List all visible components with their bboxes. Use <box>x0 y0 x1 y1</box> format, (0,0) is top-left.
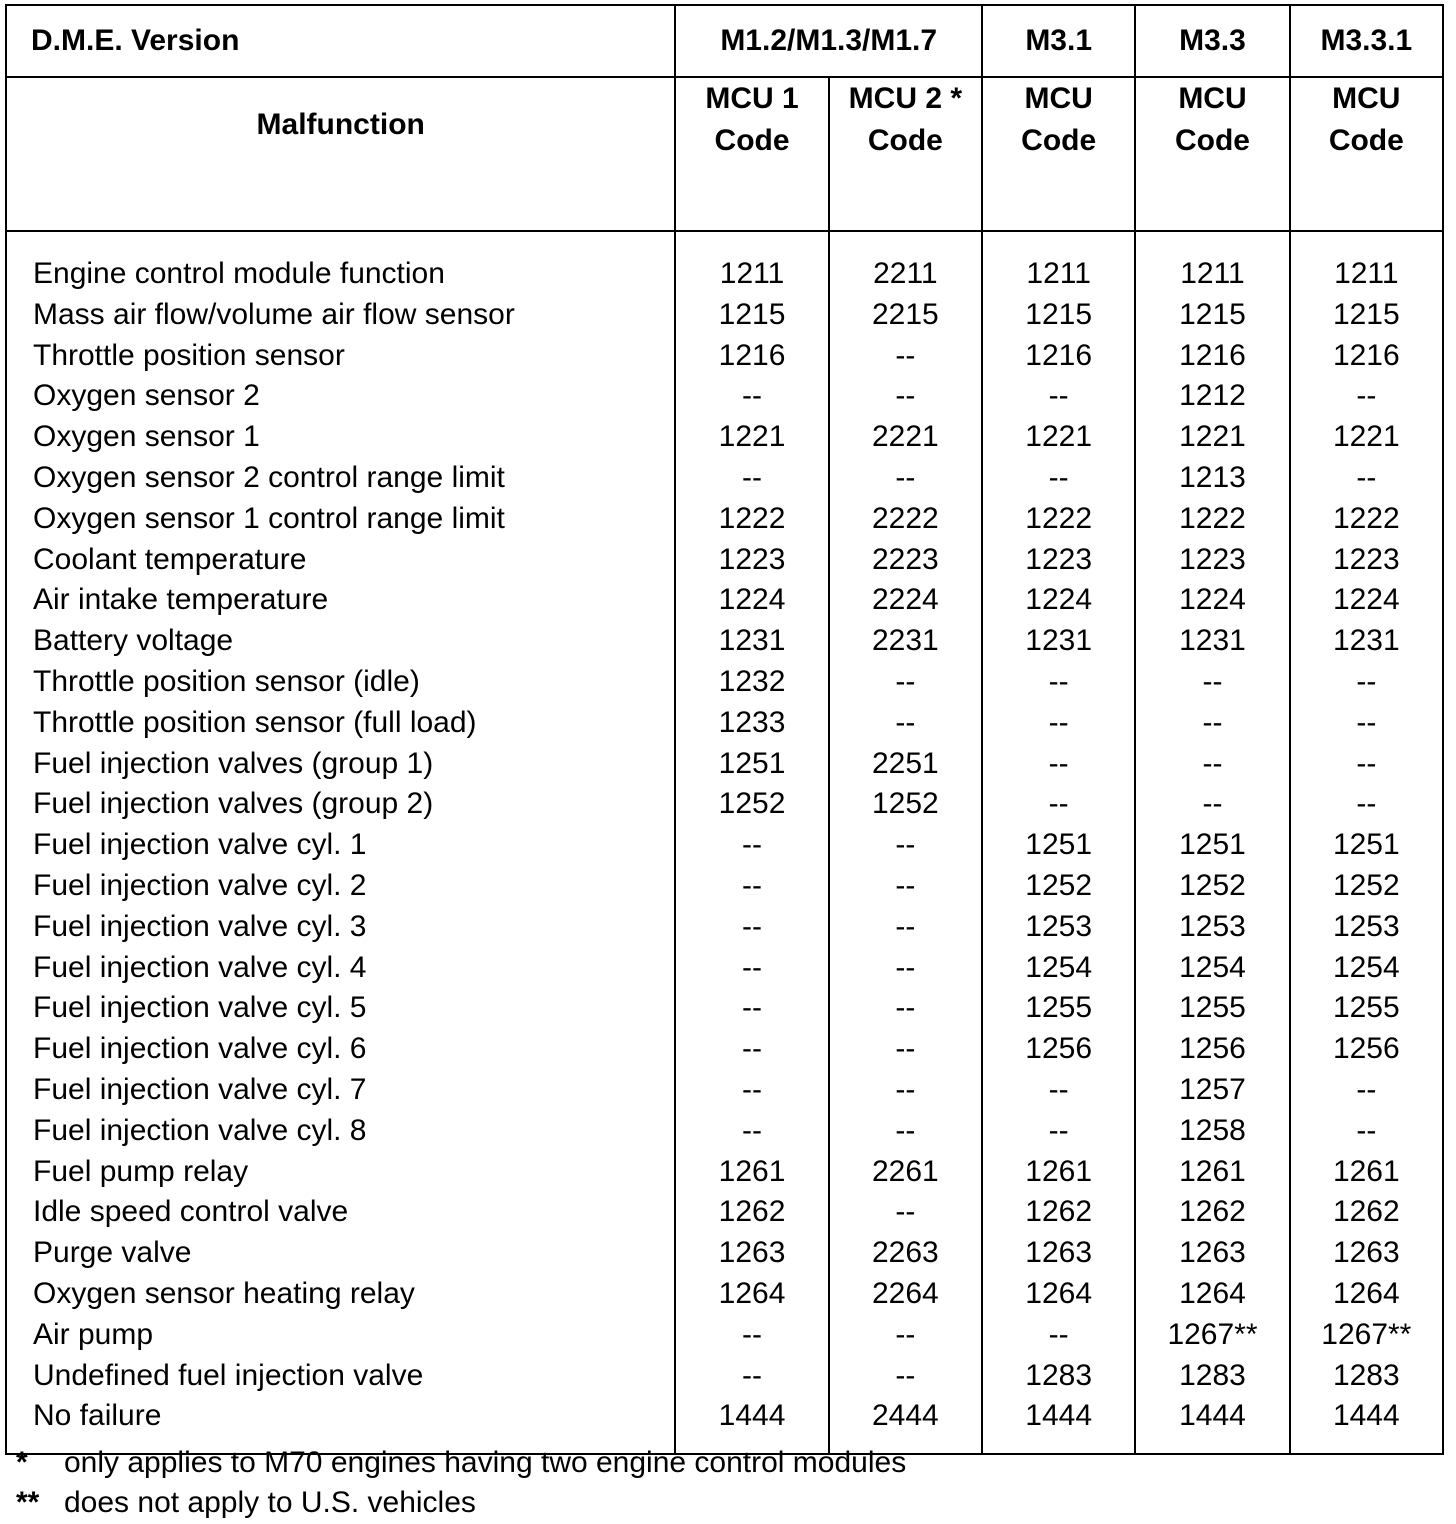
code-cell: -- <box>1048 705 1069 739</box>
code-cell: 2222 <box>871 501 939 535</box>
code-cell: 2224 <box>871 583 939 617</box>
code-cell: 1255 <box>1025 991 1093 1025</box>
code-cell: -- <box>1202 787 1223 821</box>
malfunction-label: Fuel injection valve cyl. 1 <box>33 828 367 862</box>
code-cell: 1262 <box>1025 1195 1093 1229</box>
code-cell: -- <box>895 1317 916 1351</box>
code-column-m33 <box>1135 231 1289 1454</box>
col-header-line2: Code <box>1021 124 1097 157</box>
code-cell: -- <box>895 950 916 984</box>
code-cell: -- <box>895 991 916 1025</box>
code-column-mcu1 <box>675 231 828 1454</box>
code-cell: -- <box>742 909 763 943</box>
code-cell: 1444 <box>1025 1399 1093 1433</box>
code-cell: 2231 <box>871 624 939 658</box>
footnote-text: only applies to M70 engines having two engine control modules <box>64 1446 907 1479</box>
code-cell: 2263 <box>871 1236 939 1270</box>
code-cell: 1261 <box>1025 1154 1093 1188</box>
malfunction-label: Coolant temperature <box>33 542 307 576</box>
code-cell: -- <box>742 1072 763 1106</box>
footnote-mark: * <box>16 1446 28 1479</box>
version-header-row <box>6 5 1443 77</box>
code-cell: 1254 <box>1179 950 1246 984</box>
code-cell: 1212 <box>1179 379 1246 413</box>
code-cell: -- <box>1048 460 1069 494</box>
code-cell: -- <box>1048 379 1069 413</box>
col-header-line1: MCU <box>1178 82 1247 115</box>
col-header-line2: Code <box>714 124 790 157</box>
code-cell: 1223 <box>1025 542 1093 576</box>
code-cell: 1221 <box>718 420 786 454</box>
code-cell: -- <box>895 664 916 698</box>
code-cell: -- <box>895 828 916 862</box>
col-header-m33 <box>1135 77 1289 231</box>
malfunction-label: Fuel injection valve cyl. 4 <box>33 950 367 984</box>
code-cell: -- <box>1356 379 1377 413</box>
malfunction-label: Idle speed control valve <box>33 1195 349 1229</box>
code-cell: 1221 <box>1332 420 1400 454</box>
version-m33: M3.3 <box>1135 5 1289 77</box>
code-cell: 1264 <box>718 1276 786 1310</box>
code-cell: -- <box>742 1317 763 1351</box>
code-cell: 1211 <box>1180 257 1245 290</box>
malfunction-label: Fuel injection valves (group 2) <box>33 787 434 821</box>
code-cell: 1252 <box>871 787 939 821</box>
code-cell: -- <box>895 1032 916 1066</box>
code-cell: -- <box>742 991 763 1025</box>
code-cell: -- <box>895 868 916 902</box>
code-cell: 1232 <box>718 664 786 698</box>
code-cell: -- <box>742 868 763 902</box>
code-cell: -- <box>1356 1113 1377 1147</box>
code-cell: 1283 <box>1332 1358 1400 1392</box>
code-cell: -- <box>1356 460 1377 494</box>
code-cell: 1254 <box>1332 950 1400 984</box>
code-column-mcu2 <box>829 231 982 1454</box>
malfunction-label: Fuel injection valve cyl. 7 <box>33 1072 367 1106</box>
code-cell: -- <box>1202 746 1223 780</box>
col-header-line1: MCU 2 * <box>848 82 963 115</box>
code-cell: -- <box>1202 664 1223 698</box>
malfunction-label: Fuel injection valve cyl. 6 <box>33 1032 367 1066</box>
code-cell: 2223 <box>871 542 939 576</box>
code-cell: 1251 <box>1179 828 1246 862</box>
code-cell: -- <box>895 705 916 739</box>
code-cell: -- <box>1048 1317 1069 1351</box>
dme-fault-code-table <box>5 4 1444 1455</box>
code-cell: -- <box>1356 746 1377 780</box>
footnote-single-star <box>16 1446 906 1480</box>
malfunction-label: Oxygen sensor 1 control range limit <box>33 501 505 535</box>
code-cell: 1256 <box>1025 1032 1093 1066</box>
code-cell: 1262 <box>1179 1195 1246 1229</box>
malfunction-label: Oxygen sensor 1 <box>33 420 260 454</box>
malfunction-label: Throttle position sensor (idle) <box>33 664 420 698</box>
code-cell: 1222 <box>1179 501 1246 535</box>
code-cell: -- <box>742 379 763 413</box>
code-cell: 1255 <box>1332 991 1400 1025</box>
code-cell: 1224 <box>718 583 786 617</box>
code-cell: -- <box>1202 705 1223 739</box>
code-cell: 1262 <box>718 1195 786 1229</box>
code-cell: -- <box>1048 1113 1069 1147</box>
code-cell: 1444 <box>718 1399 786 1433</box>
malfunction-label: Fuel injection valve cyl. 5 <box>33 991 367 1025</box>
malfunction-label: Throttle position sensor <box>33 338 345 372</box>
code-cell: 1256 <box>1179 1032 1246 1066</box>
version-m31: M3.1 <box>982 5 1135 77</box>
malfunction-label: Oxygen sensor heating relay <box>33 1276 415 1310</box>
code-cell: -- <box>895 1195 916 1229</box>
code-cell: 1263 <box>1025 1236 1093 1270</box>
malfunction-label: Throttle position sensor (full load) <box>33 705 477 739</box>
code-cell: -- <box>1356 787 1377 821</box>
code-cell: 1223 <box>718 542 786 576</box>
code-cell: 1255 <box>1179 991 1246 1025</box>
code-cell: 1222 <box>1025 501 1093 535</box>
footnote-mark: ** <box>16 1486 40 1519</box>
code-cell: 1211 <box>1334 257 1399 290</box>
version-m331: M3.3.1 <box>1290 5 1443 77</box>
code-cell: 1253 <box>1332 909 1400 943</box>
code-cell: 1263 <box>1179 1236 1246 1270</box>
malfunction-label: Mass air flow/volume air flow sensor <box>33 297 515 331</box>
code-cell: -- <box>895 338 916 372</box>
malfunction-label: Fuel injection valve cyl. 8 <box>33 1113 367 1147</box>
col-header-m31 <box>982 77 1135 231</box>
code-cell: -- <box>895 379 916 413</box>
malfunction-label: Fuel injection valve cyl. 3 <box>33 909 367 943</box>
malfunction-label: Engine control module function <box>33 257 445 290</box>
malfunction-label: No failure <box>33 1399 162 1433</box>
malfunction-label: Undefined fuel injection valve <box>33 1358 424 1392</box>
code-cell: 2211 <box>873 257 938 290</box>
code-cell: 1253 <box>1179 909 1246 943</box>
code-cell: 1261 <box>1332 1154 1400 1188</box>
col-header-line1: MCU <box>1024 82 1093 115</box>
code-cell: 1262 <box>1332 1195 1400 1229</box>
code-cell: 1257 <box>1179 1072 1246 1106</box>
column-header-row <box>6 77 1443 231</box>
code-cell: 1252 <box>718 787 786 821</box>
code-cell: 1221 <box>1025 420 1093 454</box>
code-cell: 2261 <box>871 1154 939 1188</box>
col-header-line2: Code <box>1174 124 1250 157</box>
version-m1: M1.2/M1.3/M1.7 <box>675 5 982 77</box>
footnote-text: does not apply to U.S. vehicles <box>64 1486 476 1519</box>
col-header-m331 <box>1290 77 1443 231</box>
code-cell: 1264 <box>1332 1276 1400 1310</box>
code-cell: 1215 <box>1332 297 1400 331</box>
col-header-mcu2 <box>829 77 982 231</box>
code-cell: 2251 <box>871 746 939 780</box>
code-cell: 1256 <box>1332 1032 1400 1066</box>
malfunction-header: Malfunction <box>6 77 675 231</box>
body-row <box>6 231 1443 1454</box>
code-cell: 1264 <box>1179 1276 1246 1310</box>
code-cell: -- <box>742 460 763 494</box>
code-cell: 1251 <box>1025 828 1093 862</box>
code-cell: 2215 <box>871 297 939 331</box>
code-cell: -- <box>895 1358 916 1392</box>
code-cell: 2221 <box>871 420 939 454</box>
malfunction-label: Oxygen sensor 2 <box>33 379 260 413</box>
code-cell: 1216 <box>1025 338 1093 372</box>
code-column-m331 <box>1290 231 1443 1454</box>
code-cell: -- <box>895 909 916 943</box>
malfunction-label: Oxygen sensor 2 control range limit <box>33 460 505 494</box>
code-cell: -- <box>1048 746 1069 780</box>
code-cell: -- <box>895 1072 916 1106</box>
code-cell: 1252 <box>1179 868 1246 902</box>
malfunction-label: Purge valve <box>33 1236 192 1270</box>
code-cell: 1252 <box>1025 868 1093 902</box>
malfunction-label: Fuel injection valve cyl. 2 <box>33 868 367 902</box>
code-cell: 1283 <box>1179 1358 1246 1392</box>
code-cell: -- <box>742 1032 763 1066</box>
code-cell: 1216 <box>718 338 786 372</box>
code-cell: 1211 <box>1026 257 1091 290</box>
code-column-m31 <box>982 231 1135 1454</box>
code-cell: -- <box>895 460 916 494</box>
code-cell: -- <box>1048 1072 1069 1106</box>
code-cell: 1223 <box>1332 542 1400 576</box>
code-cell: -- <box>1356 1072 1377 1106</box>
code-cell: 1267** <box>1321 1317 1412 1351</box>
code-cell: 1267** <box>1167 1317 1258 1351</box>
malfunction-label: Air pump <box>33 1317 154 1351</box>
code-cell: 1251 <box>1332 828 1400 862</box>
code-cell: 1254 <box>1025 950 1093 984</box>
code-cell: 1215 <box>1179 297 1246 331</box>
dme-version-label: D.M.E. Version <box>6 5 675 77</box>
code-cell: 1231 <box>1332 624 1400 658</box>
code-cell: 1222 <box>1332 501 1400 535</box>
code-cell: -- <box>742 828 763 862</box>
code-cell: 1264 <box>1025 1276 1093 1310</box>
code-cell: 1283 <box>1025 1358 1093 1392</box>
malfunction-label: Fuel injection valves (group 1) <box>33 746 434 780</box>
code-cell: -- <box>742 950 763 984</box>
malfunction-column <box>6 231 675 1454</box>
code-cell: 1216 <box>1179 338 1246 372</box>
col-header-line2: Code <box>867 124 943 157</box>
code-cell: 1258 <box>1179 1113 1246 1147</box>
code-cell: 1223 <box>1179 542 1246 576</box>
code-cell: 1252 <box>1332 868 1400 902</box>
code-cell: 1215 <box>718 297 786 331</box>
code-cell: 1253 <box>1025 909 1093 943</box>
code-cell: -- <box>742 1358 763 1392</box>
code-cell: 1215 <box>1025 297 1093 331</box>
col-header-line2: Code <box>1328 124 1404 157</box>
code-cell: 1444 <box>1179 1399 1246 1433</box>
code-cell: 1216 <box>1332 338 1400 372</box>
code-cell: 1251 <box>718 746 786 780</box>
col-header-mcu1 <box>675 77 828 231</box>
code-cell: 1221 <box>1179 420 1246 454</box>
code-cell: 1224 <box>1332 583 1400 617</box>
code-cell: 1224 <box>1179 583 1246 617</box>
code-cell: 1231 <box>1025 624 1093 658</box>
code-cell: -- <box>895 1113 916 1147</box>
code-cell: 1231 <box>718 624 786 658</box>
code-cell: 1222 <box>718 501 786 535</box>
code-cell: 1231 <box>1179 624 1246 658</box>
footnote-double-star <box>16 1486 476 1520</box>
code-cell: 1263 <box>718 1236 786 1270</box>
code-cell: 1261 <box>1179 1154 1246 1188</box>
col-header-line1: MCU 1 <box>705 82 799 115</box>
code-cell: -- <box>1356 705 1377 739</box>
code-cell: 2444 <box>871 1399 939 1433</box>
code-cell: -- <box>1048 787 1069 821</box>
code-cell: -- <box>1356 664 1377 698</box>
code-cell: 2264 <box>871 1276 939 1310</box>
code-cell: 1224 <box>1025 583 1093 617</box>
code-cell: 1261 <box>718 1154 786 1188</box>
code-cell: 1233 <box>718 705 786 739</box>
code-cell: -- <box>1048 664 1069 698</box>
code-cell: -- <box>742 1113 763 1147</box>
malfunction-label: Air intake temperature <box>33 583 329 617</box>
col-header-line1: MCU <box>1332 82 1401 115</box>
code-cell: 1263 <box>1332 1236 1400 1270</box>
code-cell: 1211 <box>719 257 785 290</box>
malfunction-label: Battery voltage <box>33 624 234 658</box>
code-cell: 1213 <box>1179 460 1246 494</box>
code-cell: 1444 <box>1332 1399 1400 1433</box>
malfunction-label: Fuel pump relay <box>33 1154 249 1188</box>
